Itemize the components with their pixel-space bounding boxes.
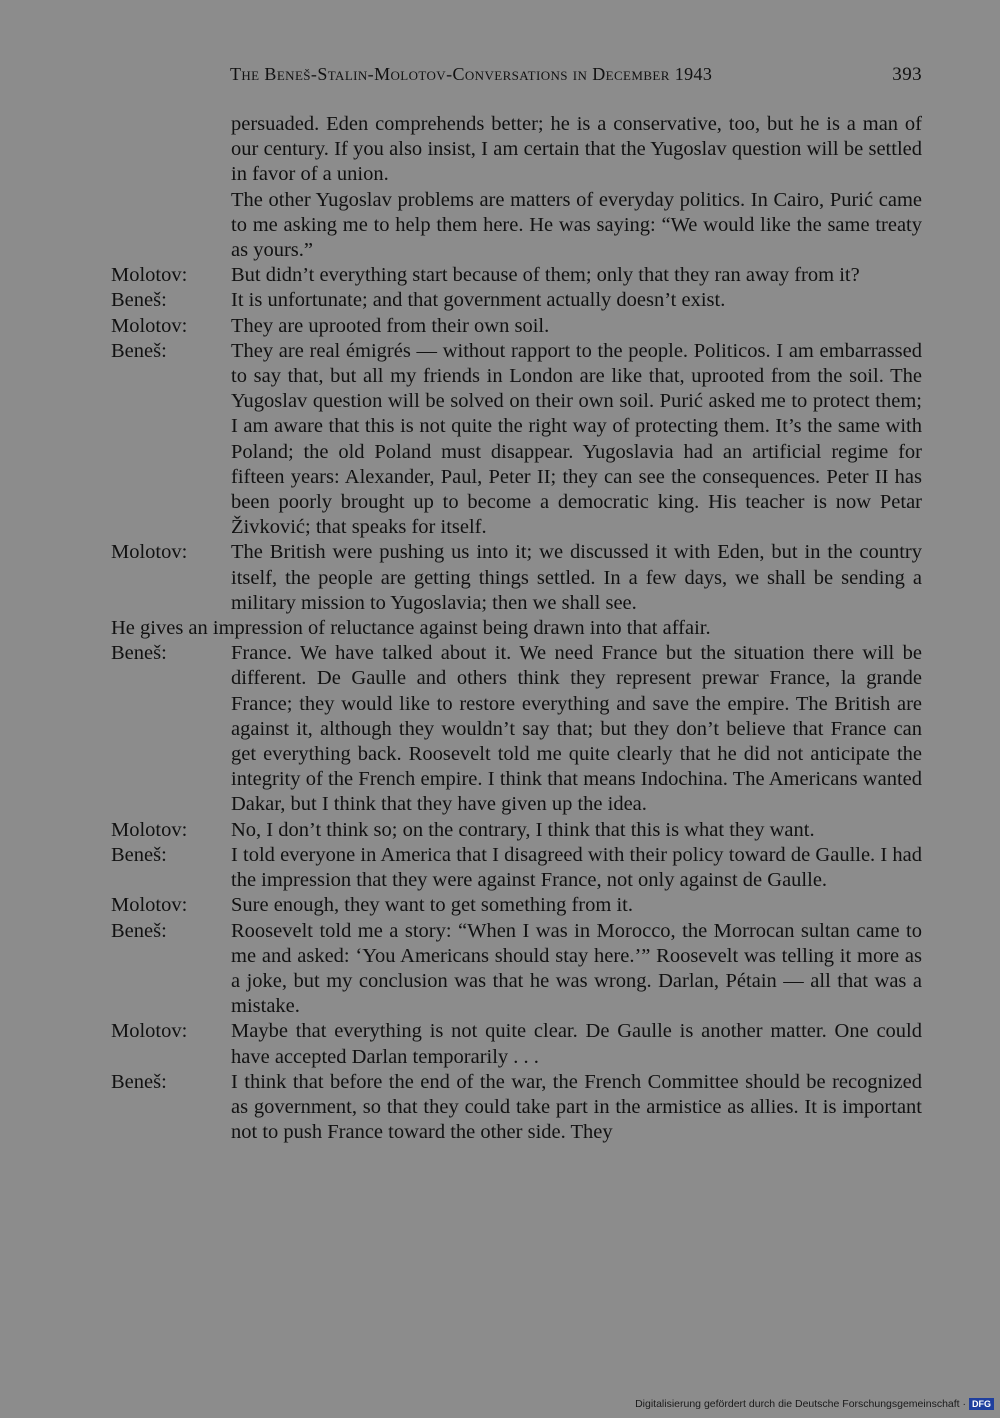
speech [231, 1070, 922, 1146]
speech-paragraph: I told everyone in America that I disagreed with their policy toward de Gaulle. I had the impression that they were against France, not only against de Gaulle. [231, 843, 922, 892]
speech-paragraph: persuaded. Eden comprehends better; he is a conservative, too, but he is a man of our century. If you also insist, I am certain that the Yugoslav question will be settled in favor of a union. [231, 113, 922, 186]
speech-paragraph: The other Yugoslav problems are matters of everyday politics. In Cairo, Purić came to me asking me to help them here. He was saying: “We would like the same treaty as yours.” [231, 188, 922, 262]
speech [231, 288, 922, 313]
dialogue-entry [0, 843, 1000, 893]
speech-paragraph: France. We have talked about it. We need France but the situation there will be different. De Gaulle and others think they represent prewar France, la grande France; they would like to restore everything and save the empire. The British are against it, although they wouldn’t say that; but they don’t believe that France can get everything back. Roosevelt told me quite clearly that he did not anticipate the integrity of the French empire. I think that means Indochina. The Americans wanted Dakar, but I think that they have given up the idea. [231, 642, 922, 816]
speech-paragraph: Sure enough, they want to get something from it. [231, 894, 633, 917]
speaker-name: Beneš: [111, 339, 167, 362]
speaker-name: Beneš: [111, 1070, 167, 1093]
digitization-credit [635, 1398, 994, 1410]
page-number: 393 [892, 64, 922, 85]
narration-text: He gives an impression of reluctance against being drawn into that affair. [111, 617, 711, 640]
speech [231, 893, 922, 918]
narration [0, 616, 1000, 641]
speech-paragraph: But didn’t everything start because of them; only that they ran away from it? [231, 264, 860, 287]
speech-paragraph: It is unfortunate; and that government actually doesn’t exist. [231, 289, 726, 312]
speaker-name: Molotov: [111, 314, 188, 337]
dialogue-entry [0, 540, 1000, 616]
credit-text: Digitalisierung gefördert durch die Deutsche Forschungsgemeinschaft · [635, 1398, 966, 1410]
dfg-logo: DFG [969, 1398, 994, 1410]
dialogue-entry [0, 893, 1000, 918]
speech [231, 112, 922, 263]
dialogue-entry [0, 1019, 1000, 1069]
running-header [230, 64, 922, 90]
transcript-body [0, 112, 1000, 1145]
speaker-name: Molotov: [111, 818, 188, 841]
speech [231, 1019, 922, 1069]
speech-paragraph: I think that before the end of the war, the French Committee should be recognized as government, so that they could take part in the armistice as allies. It is important not to push France toward the other side. They [231, 1070, 922, 1144]
speaker-name: Beneš: [111, 289, 167, 312]
speech-paragraph: They are real émigrés — without rapport to the people. Politicos. I am embarrassed to say that, but all my friends in London are like that, uprooted from the soil. The Yugoslav question will be solved on their own soil. Purić asked me to protect them; I am aware that this is not quite the right way of protecting them. It’s the same with Poland; the old Poland must disappear. Yugoslavia had an artificial regime for fifteen years: Alexander, Paul, Peter II; they can see the consequences. Peter II has been poorly brought up to become a democratic king. His teacher is now Petar Živković; that speaks for itself. [231, 339, 922, 539]
speech-paragraph: The British were pushing us into it; we discussed it with Eden, but in the country itself, the people are getting things settled. In a few days, we shall be sending a military mission to Yugoslavia; then we shall see. [231, 541, 922, 614]
speech [231, 919, 922, 1020]
speaker-name: Molotov: [111, 894, 188, 917]
speech-paragraph: Roosevelt told me a story: “When I was in Morocco, the Morrocan sultan came to me and asked: ‘You Americans should stay here.’” Roosevelt was telling it more as a joke, but my conclusion was that he was wrong. Darlan, Pétain — all that was a mistake. [231, 919, 922, 1018]
speaker-name: Molotov: [111, 1020, 188, 1043]
dialogue-entry [0, 339, 1000, 541]
running-title: The Beneš-Stalin-Molotov-Conversations in December 1943 [230, 64, 713, 84]
dialogue-entry [0, 1070, 1000, 1146]
dialogue-entry [0, 288, 1000, 313]
dialogue-entry [0, 818, 1000, 843]
speaker-name: Beneš: [111, 919, 167, 942]
speech [231, 540, 922, 616]
speech-paragraph: Maybe that everything is not quite clear. De Gaulle is another matter. One could have accepted Darlan temporarily . . . [231, 1020, 922, 1068]
speech [231, 339, 922, 541]
speech [231, 263, 922, 288]
speech-paragraph: They are uprooted from their own soil. [231, 314, 550, 337]
speech [231, 818, 922, 843]
dialogue-entry [0, 919, 1000, 1020]
dialogue-entry [0, 112, 1000, 263]
dialogue-entry [0, 263, 1000, 288]
dialogue-entry [0, 641, 1000, 817]
speech [231, 314, 922, 339]
speech [231, 641, 922, 817]
dialogue-entry [0, 314, 1000, 339]
speaker-name: Molotov: [111, 264, 188, 287]
speech [231, 843, 922, 893]
speaker-name: Beneš: [111, 642, 167, 665]
speaker-name: Molotov: [111, 541, 188, 564]
speech-paragraph: No, I don’t think so; on the contrary, I think that this is what they want. [231, 818, 815, 841]
speaker-name: Beneš: [111, 843, 167, 866]
